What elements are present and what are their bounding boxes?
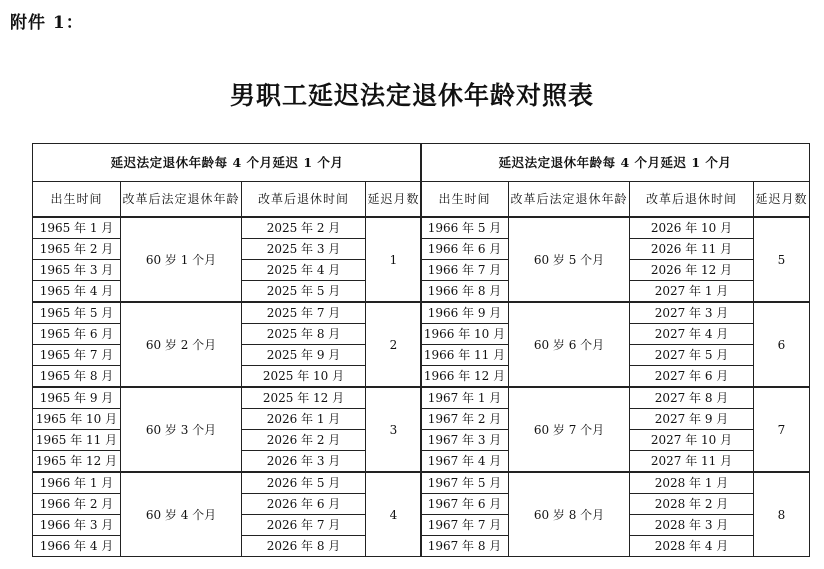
birth-time-cell: 1967 年 6 月 (421, 494, 509, 515)
retirement-time-cell: 2025 年 7 月 (242, 302, 366, 324)
birth-time-cell: 1965 年 11 月 (33, 430, 121, 451)
retirement-time-cell: 2026 年 1 月 (242, 409, 366, 430)
header-retirement-time: 改革后退休时间 (630, 182, 754, 218)
birth-time-cell: 1965 年 6 月 (33, 324, 121, 345)
retirement-time-cell: 2025 年 12 月 (242, 387, 366, 409)
delay-months-cell: 7 (754, 387, 810, 472)
retirement-time-cell: 2026 年 12 月 (630, 260, 754, 281)
birth-time-cell: 1967 年 7 月 (421, 515, 509, 536)
birth-time-cell: 1967 年 3 月 (421, 430, 509, 451)
birth-time-cell: 1966 年 5 月 (421, 217, 509, 239)
header-birth-time: 出生时间 (421, 182, 509, 218)
table-row (33, 387, 422, 409)
table-row (421, 217, 810, 239)
retirement-time-cell: 2026 年 10 月 (630, 217, 754, 239)
header-legal-retirement-age: 改革后法定退休年龄 (509, 182, 630, 218)
retirement-time-cell: 2027 年 8 月 (630, 387, 754, 409)
retirement-time-cell: 2026 年 11 月 (630, 239, 754, 260)
retirement-time-cell: 2025 年 8 月 (242, 324, 366, 345)
retirement-time-cell: 2027 年 10 月 (630, 430, 754, 451)
retirement-table (32, 143, 422, 557)
birth-time-cell: 1966 年 12 月 (421, 366, 509, 388)
retirement-time-cell: 2025 年 9 月 (242, 345, 366, 366)
birth-time-cell: 1967 年 8 月 (421, 536, 509, 557)
legal-retirement-age-cell: 60 岁 7 个月 (509, 387, 630, 472)
table-caption-row (421, 144, 810, 182)
retirement-table (420, 143, 810, 557)
retirement-time-cell: 2026 年 8 月 (242, 536, 366, 557)
birth-time-cell: 1966 年 2 月 (33, 494, 121, 515)
retirement-time-cell: 2026 年 7 月 (242, 515, 366, 536)
retirement-time-cell: 2027 年 3 月 (630, 302, 754, 324)
birth-time-cell: 1966 年 9 月 (421, 302, 509, 324)
retirement-time-cell: 2027 年 1 月 (630, 281, 754, 303)
retirement-time-cell: 2028 年 4 月 (630, 536, 754, 557)
birth-time-cell: 1966 年 1 月 (33, 472, 121, 494)
legal-retirement-age-cell: 60 岁 3 个月 (121, 387, 242, 472)
birth-time-cell: 1966 年 3 月 (33, 515, 121, 536)
header-retirement-time: 改革后退休时间 (242, 182, 366, 218)
delay-months-cell: 3 (366, 387, 422, 472)
table-header-row (421, 182, 810, 218)
table-caption: 延迟法定退休年龄每 4 个月延迟 1 个月 (33, 144, 422, 182)
retirement-time-cell: 2025 年 3 月 (242, 239, 366, 260)
delay-months-cell: 1 (366, 217, 422, 302)
retirement-time-cell: 2026 年 6 月 (242, 494, 366, 515)
birth-time-cell: 1966 年 8 月 (421, 281, 509, 303)
table-row (421, 302, 810, 324)
birth-time-cell: 1965 年 8 月 (33, 366, 121, 388)
birth-time-cell: 1966 年 10 月 (421, 324, 509, 345)
retirement-time-cell: 2027 年 5 月 (630, 345, 754, 366)
birth-time-cell: 1966 年 11 月 (421, 345, 509, 366)
retirement-time-cell: 2027 年 6 月 (630, 366, 754, 388)
delay-months-cell: 2 (366, 302, 422, 387)
retirement-time-cell: 2025 年 5 月 (242, 281, 366, 303)
birth-time-cell: 1965 年 3 月 (33, 260, 121, 281)
table-row (33, 302, 422, 324)
retirement-time-cell: 2026 年 3 月 (242, 451, 366, 473)
table-caption: 延迟法定退休年龄每 4 个月延迟 1 个月 (421, 144, 810, 182)
header-delay-months: 延迟月数 (754, 182, 810, 218)
retirement-time-cell: 2028 年 1 月 (630, 472, 754, 494)
birth-time-cell: 1965 年 2 月 (33, 239, 121, 260)
document-title: 男职工延迟法定退休年龄对照表 (229, 81, 594, 110)
comparison-table-left (32, 143, 421, 557)
header-birth-time: 出生时间 (33, 182, 121, 218)
retirement-time-cell: 2028 年 3 月 (630, 515, 754, 536)
retirement-time-cell: 2026 年 5 月 (242, 472, 366, 494)
delay-months-cell: 8 (754, 472, 810, 557)
retirement-time-cell: 2027 年 11 月 (630, 451, 754, 473)
birth-time-cell: 1965 年 1 月 (33, 217, 121, 239)
legal-retirement-age-cell: 60 岁 8 个月 (509, 472, 630, 557)
birth-time-cell: 1965 年 12 月 (33, 451, 121, 473)
retirement-time-cell: 2025 年 2 月 (242, 217, 366, 239)
retirement-time-cell: 2025 年 10 月 (242, 366, 366, 388)
birth-time-cell: 1965 年 5 月 (33, 302, 121, 324)
table-row (33, 217, 422, 239)
birth-time-cell: 1967 年 4 月 (421, 451, 509, 473)
table-row (421, 387, 810, 409)
legal-retirement-age-cell: 60 岁 2 个月 (121, 302, 242, 387)
table-header-row (33, 182, 422, 218)
legal-retirement-age-cell: 60 岁 4 个月 (121, 472, 242, 557)
table-row (33, 472, 422, 494)
legal-retirement-age-cell: 60 岁 1 个月 (121, 217, 242, 302)
birth-time-cell: 1966 年 7 月 (421, 260, 509, 281)
table-row (421, 472, 810, 494)
header-delay-months: 延迟月数 (366, 182, 422, 218)
legal-retirement-age-cell: 60 岁 5 个月 (509, 217, 630, 302)
birth-time-cell: 1965 年 10 月 (33, 409, 121, 430)
table-caption-row (33, 144, 422, 182)
birth-time-cell: 1967 年 1 月 (421, 387, 509, 409)
retirement-time-cell: 2027 年 4 月 (630, 324, 754, 345)
delay-months-cell: 6 (754, 302, 810, 387)
retirement-time-cell: 2025 年 4 月 (242, 260, 366, 281)
birth-time-cell: 1965 年 7 月 (33, 345, 121, 366)
legal-retirement-age-cell: 60 岁 6 个月 (509, 302, 630, 387)
birth-time-cell: 1967 年 5 月 (421, 472, 509, 494)
birth-time-cell: 1965 年 9 月 (33, 387, 121, 409)
birth-time-cell: 1966 年 4 月 (33, 536, 121, 557)
retirement-time-cell: 2027 年 9 月 (630, 409, 754, 430)
birth-time-cell: 1967 年 2 月 (421, 409, 509, 430)
delay-months-cell: 5 (754, 217, 810, 302)
comparison-table-right (420, 143, 809, 557)
birth-time-cell: 1965 年 4 月 (33, 281, 121, 303)
delay-months-cell: 4 (366, 472, 422, 557)
attachment-label: 附件 1： (10, 13, 84, 33)
header-legal-retirement-age: 改革后法定退休年龄 (121, 182, 242, 218)
retirement-time-cell: 2028 年 2 月 (630, 494, 754, 515)
birth-time-cell: 1966 年 6 月 (421, 239, 509, 260)
retirement-time-cell: 2026 年 2 月 (242, 430, 366, 451)
